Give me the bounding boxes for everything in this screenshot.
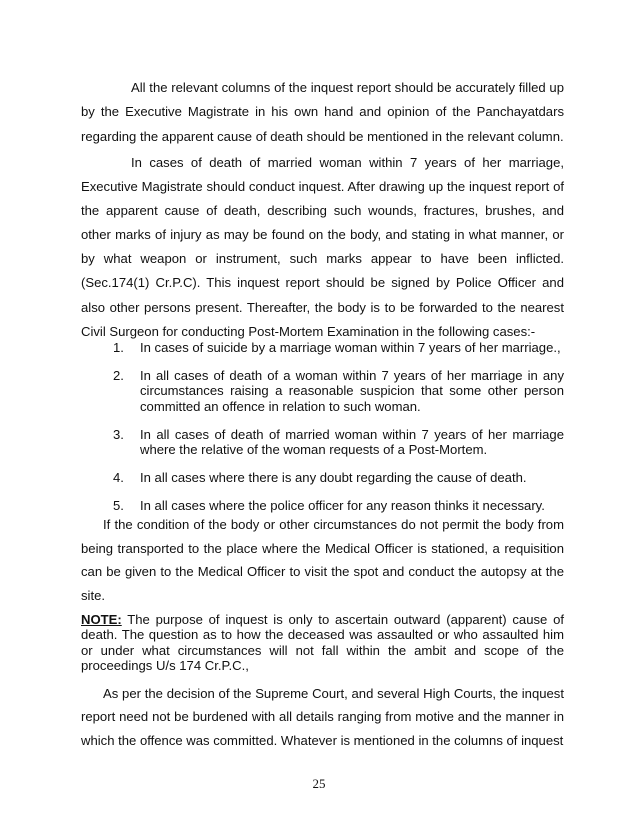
list-item-text: In all cases where the police officer for any reason thinks it necessary. [140, 497, 545, 513]
list-item-number: 2. [113, 367, 124, 383]
note-text: The purpose of inquest is only to ascertain outward (apparent) cause of death. The question as to how the deceased was assaulted or who assaulted him or under what circumstances will not fall within the ambit and scope of the proceedings U/s 174 Cr.P.C., [81, 612, 564, 674]
list-item-text: In all cases where there is any doubt regarding the cause of death. [140, 470, 527, 486]
list-item-number: 5. [113, 497, 124, 513]
list-item-text: In all cases of death of a woman within 7 years of her marriage in any circumstances raising a reasonable suspicion that some other person committed an offence in relation to such woman. [140, 367, 564, 414]
list-item-number: 4. [113, 470, 124, 486]
note-label: NOTE: [81, 612, 122, 627]
list-item [113, 470, 564, 486]
list-item [113, 368, 564, 415]
page-number: 25 [312, 776, 326, 791]
list-item-text: In all cases of death of married woman within 7 years of her marriage where the relative of the woman requests of a Post-Mortem. [140, 426, 564, 458]
note-paragraph [81, 612, 564, 674]
list-item [113, 427, 564, 458]
list-item-text: In cases of suicide by a marriage woman within 7 years of her marriage., [140, 340, 561, 355]
post-mortem-cases-list [113, 340, 564, 526]
list-item [113, 498, 564, 514]
paragraph-married-woman-inquest: In cases of death of married woman within 7 years of her marriage, Executive Magistrate should conduct inquest. After drawing up the inquest report of the apparent cause of death, describing such wounds, fractures, brushes, and other marks of injury as may be found on the body, and stating in what manner, or by what weapon or instrument, such marks appear to have been inflicted. (Sec.174(1) Cr.P.C). This inquest report should be signed by Police Officer and also other persons present. Thereafter, the body is to be forwarded to the nearest Civil Surgeon for conducting Post-Mortem Examination in the following cases:- [81, 155, 564, 339]
list-item-number: 1. [113, 340, 124, 355]
list-item [113, 340, 564, 356]
paragraph-inquest-columns: All the relevant columns of the inquest report should be accurately filled up by the Executive Magistrate in his own hand and opinion of the Panchayatdars regarding the apparent cause of death should be mentioned in the relevant column. [81, 80, 564, 144]
list-item-number: 3. [113, 426, 124, 442]
paragraph-requisition: If the condition of the body or other circumstances do not permit the body from being transported to the place where the Medical Officer is stationed, a requisition can be given to the Medical Officer to visit the spot and conduct the autopsy at the site. [81, 517, 564, 604]
paragraph-supreme-court: As per the decision of the Supreme Court, and several High Courts, the inquest report need not be burdened with all details ranging from motive and the manner in which the offence was committed. Whatever is mentioned in the columns of inquest [81, 686, 564, 748]
